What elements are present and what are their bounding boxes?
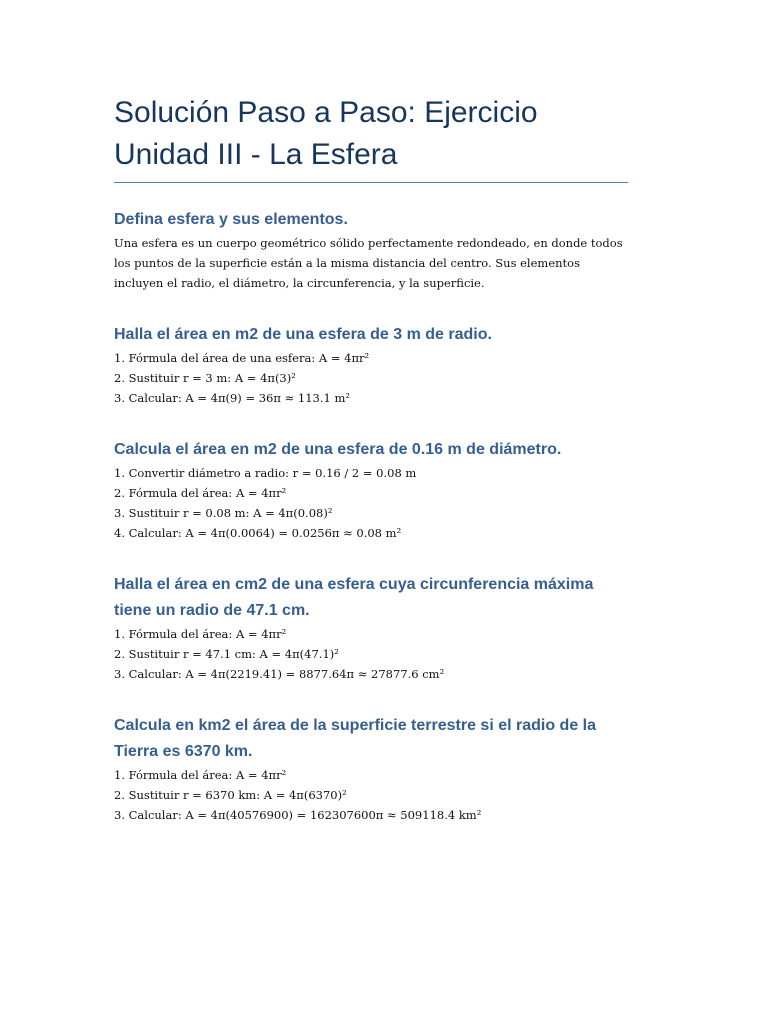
step-line: 1. Convertir diámetro a radio: r = 0.16 / 2 = 0.08 m bbox=[114, 466, 417, 480]
section-exercise-4 bbox=[114, 713, 628, 825]
document-page bbox=[114, 92, 628, 825]
section-steps bbox=[114, 624, 628, 684]
step-line: 2. Sustituir r = 47.1 cm: A = 4π(47.1)² bbox=[114, 647, 339, 661]
section-heading: Calcula en km2 el área de la superficie terrestre si el radio de la Tierra es 6370 km. bbox=[114, 717, 597, 760]
section-exercise-2 bbox=[114, 437, 628, 543]
definition-paragraph: Una esfera es un cuerpo geométrico sólido perfectamente redondeado, en donde todos los puntos de la superficie están a la misma distancia del centro. Sus elementos incluyen el radio, el diámetro, la circunferencia, y la superficie. bbox=[114, 236, 623, 290]
step-line: 1. Fórmula del área: A = 4πr² bbox=[114, 768, 287, 782]
step-line: 1. Fórmula del área de una esfera: A = 4πr² bbox=[114, 351, 370, 365]
step-line: 2. Sustituir r = 6370 km: A = 4π(6370)² bbox=[114, 788, 347, 802]
step-line: 4. Calcular: A = 4π(0.0064) = 0.0256π ≈ 0.08 m² bbox=[114, 526, 402, 540]
section-exercise-3 bbox=[114, 572, 628, 684]
section-heading: Calcula el área en m2 de una esfera de 0.16 m de diámetro. bbox=[114, 441, 562, 458]
section-exercise-1 bbox=[114, 322, 628, 408]
document-title: Solución Paso a Paso: Ejercicio Unidad III - La Esfera bbox=[114, 92, 628, 183]
section-heading: Defina esfera y sus elementos. bbox=[114, 211, 348, 228]
step-line: 2. Fórmula del área: A = 4πr² bbox=[114, 486, 287, 500]
section-body bbox=[114, 233, 628, 293]
step-line: 3. Calcular: A = 4π(40576900) = 162307600π ≈ 509118.4 km² bbox=[114, 808, 482, 822]
step-line: 2. Sustituir r = 3 m: A = 4π(3)² bbox=[114, 371, 296, 385]
step-line: 1. Fórmula del área: A = 4πr² bbox=[114, 627, 287, 641]
section-heading: Halla el área en cm2 de una esfera cuya circunferencia máxima tiene un radio de 47.1 cm. bbox=[114, 576, 594, 619]
section-steps bbox=[114, 463, 628, 543]
section-heading: Halla el área en m2 de una esfera de 3 m de radio. bbox=[114, 326, 492, 343]
section-steps bbox=[114, 348, 628, 408]
step-line: 3. Sustituir r = 0.08 m: A = 4π(0.08)² bbox=[114, 506, 333, 520]
section-steps bbox=[114, 765, 628, 825]
section-definition bbox=[114, 207, 628, 293]
step-line: 3. Calcular: A = 4π(2219.41) = 8877.64π ≈ 27877.6 cm² bbox=[114, 667, 445, 681]
step-line: 3. Calcular: A = 4π(9) = 36π ≈ 113.1 m² bbox=[114, 391, 350, 405]
